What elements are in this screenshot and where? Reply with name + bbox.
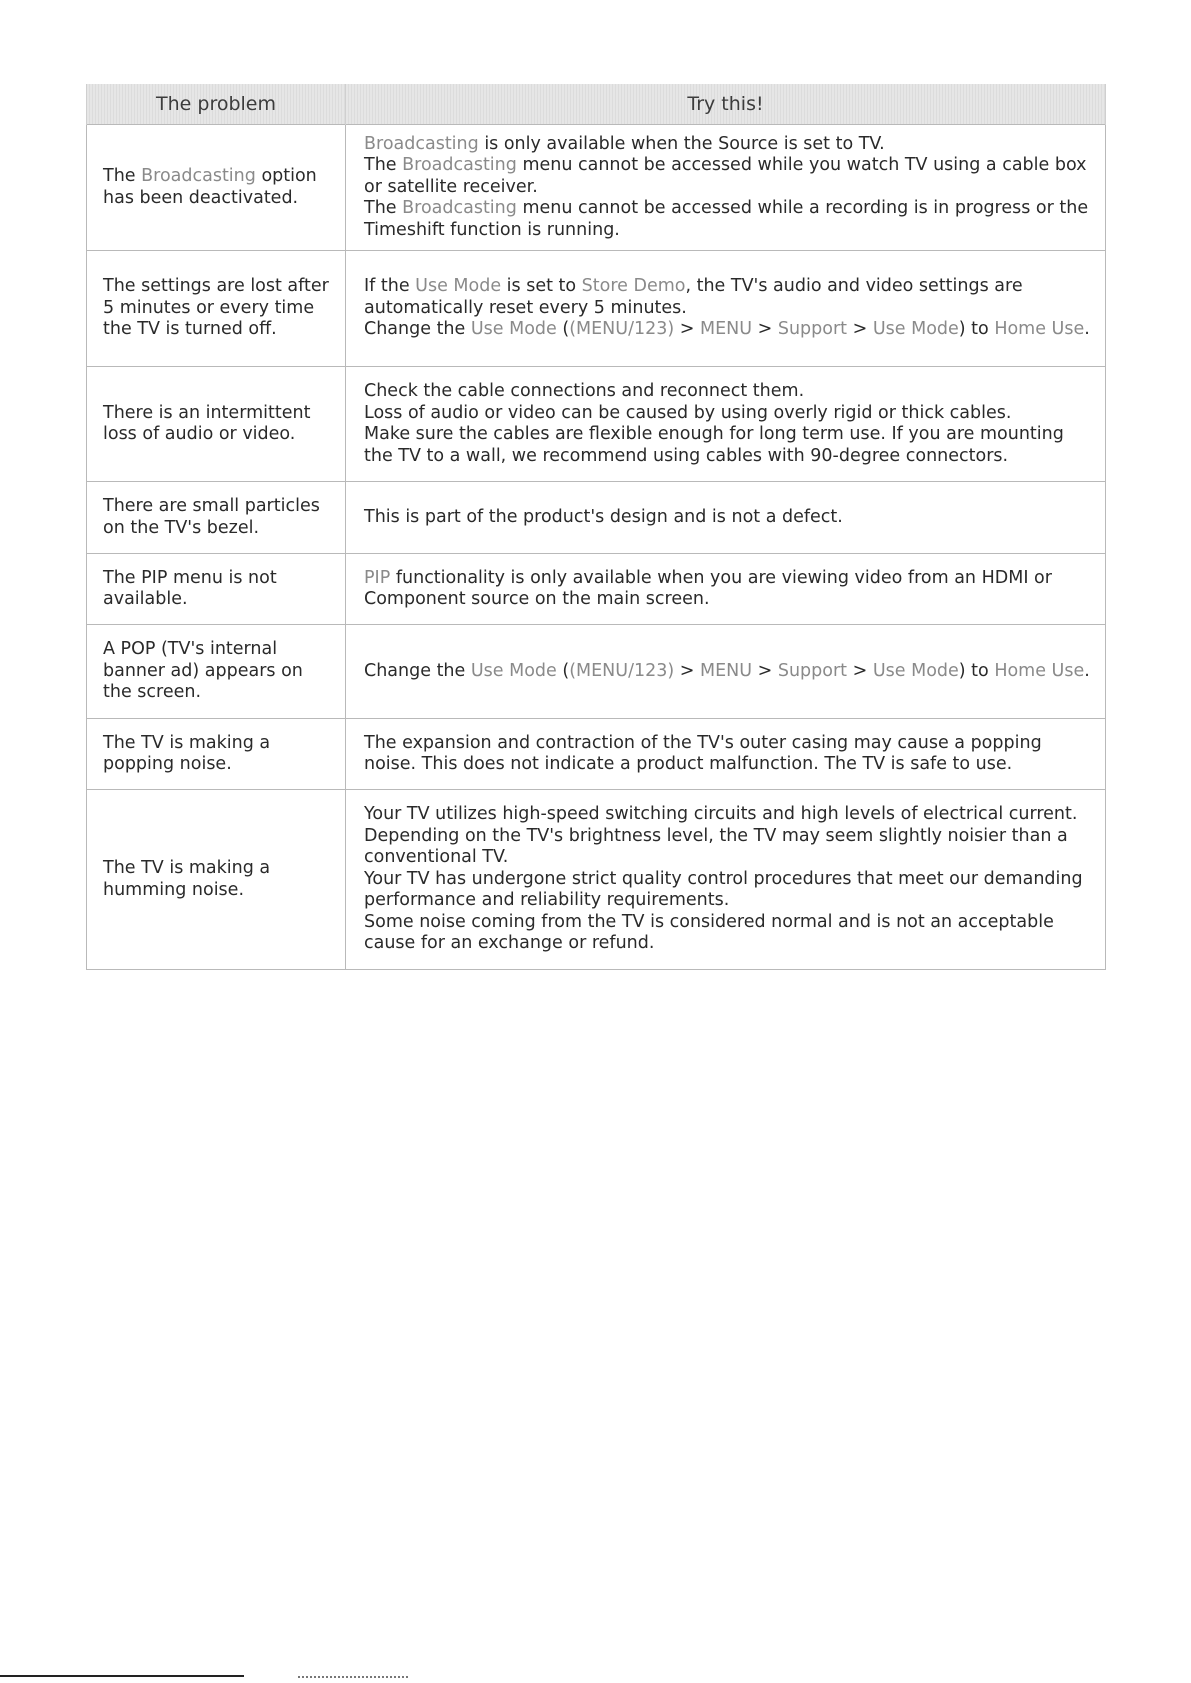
table-row bbox=[87, 367, 1106, 482]
text-run: The expansion and contraction of the TV's outer casing may cause a popping noise. This does not indicate a product malfunction. The TV is safe to use. bbox=[364, 732, 1042, 774]
table-row bbox=[87, 719, 1106, 790]
text-run: functionality is only available when you are viewing video from an HDMI or Component source on the main screen. bbox=[364, 567, 1052, 609]
solution-line bbox=[364, 804, 1091, 869]
table-row bbox=[87, 790, 1106, 970]
text-run: , the TV's audio and video settings are automatically reset every 5 minutes. bbox=[364, 276, 1023, 318]
solution-cell bbox=[346, 251, 1106, 367]
highlighted-term: Broadcasting bbox=[402, 155, 517, 176]
highlighted-term: Support bbox=[777, 660, 848, 681]
solution-line bbox=[364, 319, 1091, 341]
footer-mark bbox=[298, 1676, 408, 1678]
solution-line bbox=[364, 568, 1091, 611]
text-run: Your TV utilizes high-speed switching circuits and high levels of electrical current. Depending on the TV's brightness level, the TV may seem slightly noisier than a conventional TV. bbox=[364, 804, 1078, 868]
solution-line bbox=[364, 733, 1091, 776]
text-run: The PIP menu is not available. bbox=[103, 567, 277, 609]
text-run: is only available when the Source is set to TV. bbox=[478, 133, 885, 154]
table-row bbox=[87, 251, 1106, 367]
text-run: Change the bbox=[364, 660, 471, 681]
highlighted-term: Home Use bbox=[994, 660, 1085, 681]
text-run: > bbox=[847, 319, 873, 340]
highlighted-term: MENU bbox=[700, 660, 753, 681]
text-run: The bbox=[103, 166, 142, 186]
text-run: ) to bbox=[958, 660, 995, 681]
solution-cell bbox=[346, 554, 1106, 625]
solution-cell bbox=[346, 125, 1106, 251]
text-run: Check the cable connections and reconnect them. bbox=[364, 381, 805, 401]
problem-cell bbox=[87, 482, 346, 554]
solution-cell bbox=[346, 482, 1106, 554]
problem-text bbox=[103, 733, 333, 776]
table-header-row bbox=[87, 84, 1106, 125]
solution-line bbox=[364, 198, 1091, 241]
highlighted-term: MENU bbox=[700, 319, 753, 340]
solution-line bbox=[364, 424, 1091, 467]
highlighted-term: (MENU/123) bbox=[569, 319, 675, 340]
solution-line bbox=[364, 507, 1091, 529]
highlighted-term: Broadcasting bbox=[141, 166, 256, 186]
solution-cell bbox=[346, 625, 1106, 719]
text-run: There are small particles on the TV's bezel. bbox=[103, 496, 320, 538]
highlighted-term: Use Mode bbox=[470, 660, 557, 681]
solution-line bbox=[364, 276, 1091, 319]
text-run: > bbox=[752, 660, 778, 681]
text-run: > bbox=[674, 319, 700, 340]
solution-line bbox=[364, 403, 1091, 425]
solution-line bbox=[364, 912, 1091, 955]
text-run: Change the bbox=[364, 319, 471, 340]
solution-line bbox=[364, 869, 1091, 912]
highlighted-term: Store Demo bbox=[581, 276, 686, 297]
text-run: Loss of audio or video can be caused by using overly rigid or thick cables. bbox=[364, 402, 1012, 423]
text-run: ( bbox=[556, 319, 570, 340]
solution-line bbox=[364, 134, 1091, 156]
text-run: . bbox=[1084, 319, 1090, 340]
problem-cell bbox=[87, 125, 346, 251]
text-run: There is an intermittent loss of audio or video. bbox=[103, 402, 311, 444]
text-run: The settings are lost after 5 minutes or every time the TV is turned off. bbox=[103, 276, 329, 340]
text-run: . bbox=[1084, 660, 1090, 681]
troubleshooting-table bbox=[86, 84, 1106, 970]
text-run: option has been deactivated. bbox=[103, 166, 317, 208]
solution-cell bbox=[346, 790, 1106, 970]
problem-text bbox=[103, 276, 333, 341]
text-run: The TV is making a humming noise. bbox=[103, 858, 271, 900]
solution-cell bbox=[346, 719, 1106, 790]
text-run: ( bbox=[556, 660, 570, 681]
highlighted-term: Use Mode bbox=[872, 319, 959, 340]
problem-text bbox=[103, 639, 333, 704]
highlighted-term: Broadcasting bbox=[402, 198, 517, 219]
text-run: The bbox=[364, 198, 403, 219]
problem-text bbox=[103, 166, 333, 209]
table-row bbox=[87, 625, 1106, 719]
solution-line bbox=[364, 155, 1091, 198]
text-run: The bbox=[364, 155, 403, 176]
solution-cell bbox=[346, 367, 1106, 482]
problem-text bbox=[103, 496, 333, 539]
problem-cell bbox=[87, 719, 346, 790]
text-run: This is part of the product's design and is not a defect. bbox=[364, 506, 843, 527]
problem-cell bbox=[87, 367, 346, 482]
highlighted-term: (MENU/123) bbox=[569, 660, 675, 681]
text-run: menu cannot be accessed while a recording is in progress or the Timeshift function is running. bbox=[364, 198, 1089, 240]
header-try-this: Try this! bbox=[346, 84, 1106, 125]
table-row bbox=[87, 554, 1106, 625]
text-run: Your TV has undergone strict quality control procedures that meet our demanding performance and reliability requirements. bbox=[364, 868, 1083, 911]
problem-cell bbox=[87, 625, 346, 719]
solution-line bbox=[364, 661, 1091, 683]
problem-text bbox=[103, 858, 333, 901]
table-row bbox=[87, 125, 1106, 251]
highlighted-term: Use Mode bbox=[470, 319, 557, 340]
text-run: Some noise coming from the TV is considered normal and is not an acceptable cause for an exchange or refund. bbox=[364, 911, 1054, 954]
highlighted-term: PIP bbox=[364, 567, 391, 588]
problem-text bbox=[103, 403, 333, 446]
highlighted-term: Home Use bbox=[994, 319, 1085, 340]
text-run: The TV is making a popping noise. bbox=[103, 732, 271, 774]
text-run: Make sure the cables are flexible enough for long term use. If you are mounting the TV to a wall, we recommend using cables with 90-degree connectors. bbox=[364, 424, 1064, 466]
text-run: A POP (TV's internal banner ad) appears on the screen. bbox=[103, 639, 303, 703]
text-run: is set to bbox=[501, 276, 582, 297]
highlighted-term: Use Mode bbox=[872, 660, 959, 681]
header-problem: The problem bbox=[87, 84, 346, 125]
highlighted-term: Support bbox=[777, 319, 848, 340]
problem-text bbox=[103, 568, 333, 611]
text-run: If the bbox=[364, 276, 416, 297]
text-run: > bbox=[847, 660, 873, 681]
footer-rule bbox=[0, 1675, 244, 1677]
table-row bbox=[87, 482, 1106, 554]
text-run: > bbox=[674, 660, 700, 681]
problem-cell bbox=[87, 554, 346, 625]
text-run: ) to bbox=[958, 319, 995, 340]
problem-cell bbox=[87, 790, 346, 970]
solution-line bbox=[364, 381, 1091, 403]
text-run: > bbox=[752, 319, 778, 340]
problem-cell bbox=[87, 251, 346, 367]
highlighted-term: Use Mode bbox=[415, 276, 502, 297]
highlighted-term: Broadcasting bbox=[364, 133, 479, 154]
text-run: menu cannot be accessed while you watch TV using a cable box or satellite receiver. bbox=[364, 155, 1087, 197]
